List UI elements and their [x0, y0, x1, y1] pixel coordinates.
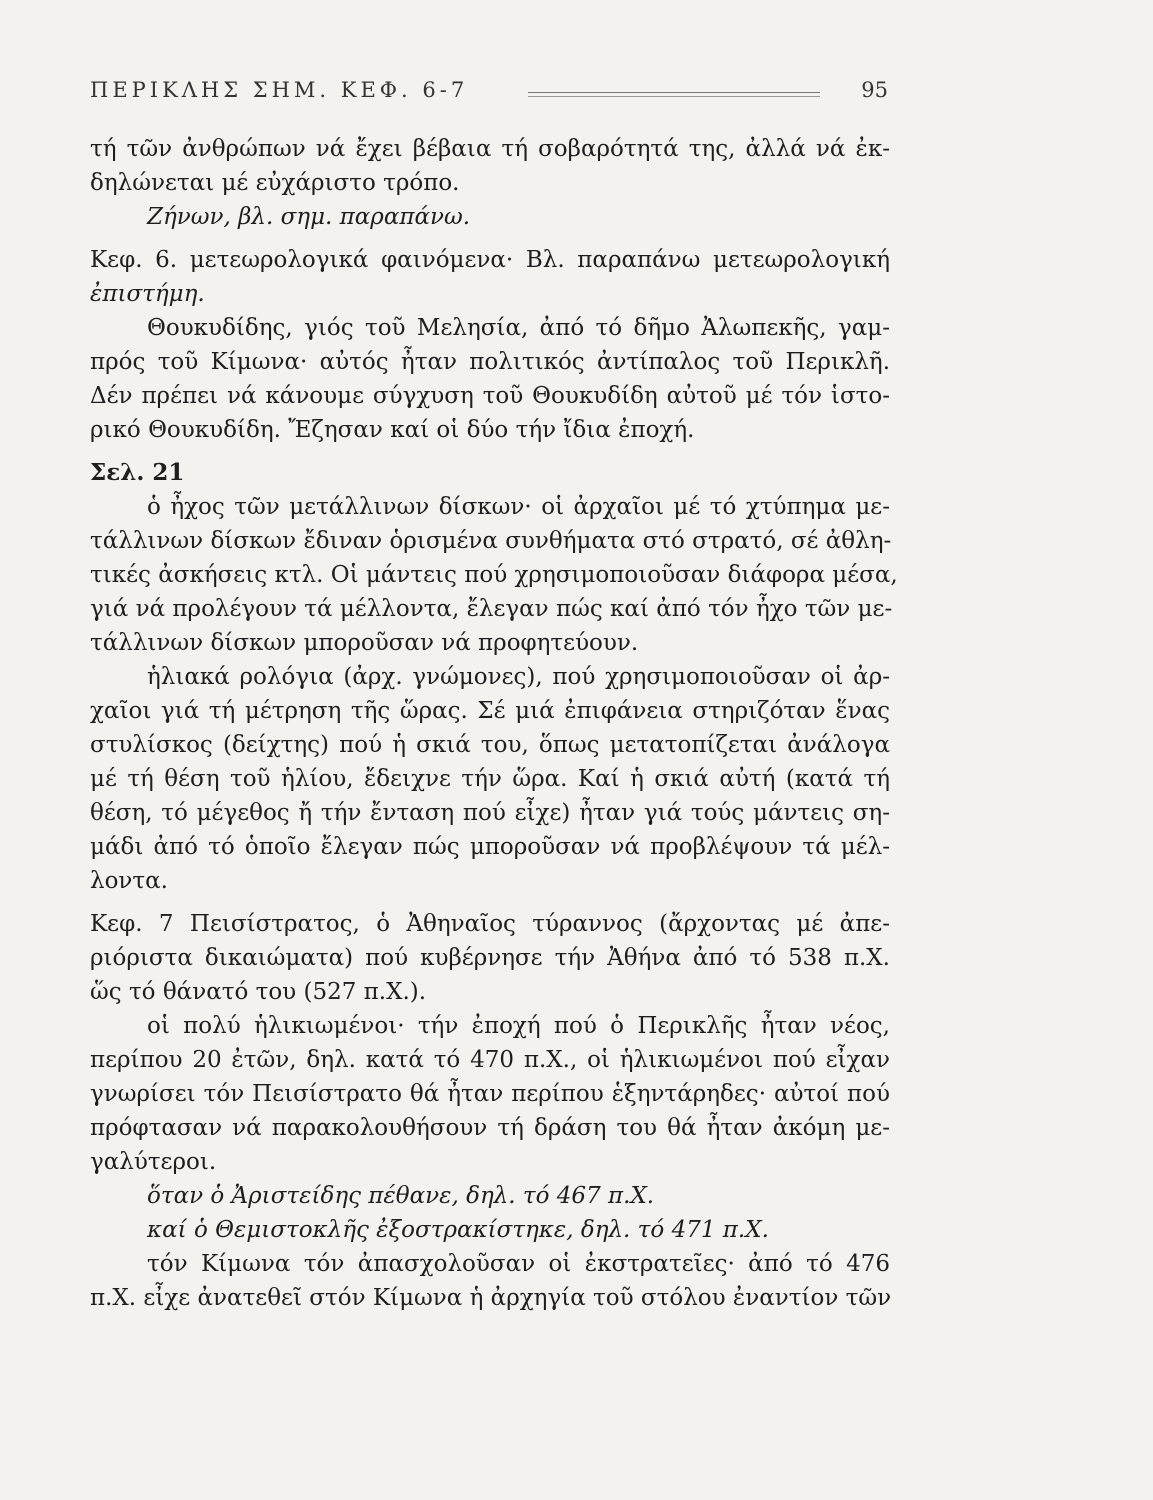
- text-line: γαλύτεροι.: [90, 1149, 217, 1175]
- text-line: ὅταν ὁ Ἀριστείδης πέθανε, δηλ. τό 467 π.Χ.: [147, 1183, 655, 1209]
- text-line: λοντα.: [90, 868, 168, 894]
- text-line: δηλώνεται μέ εὐχάριστο τρόπο.: [90, 170, 460, 196]
- text-line: θέση, τό μέγεθος ἤ τήν ἔνταση πού εἶχε) ἦταν γιά τούς μάντεις ση-: [90, 800, 890, 826]
- text-line: ριόριστα δικαιώματα) πού κυβέρνησε τήν Ἀθήνα ἀπό τό 538 π.Χ.: [90, 945, 890, 971]
- text-line: μέ τή θέση τοῦ ἡλίου, ἔδειχνε τήν ὥρα. Καί ἡ σκιά αὐτή (κατά τή: [90, 766, 890, 792]
- text-line: στυλίσκος (δείχτης) πού ἡ σκιά του, ὅπως μετατοπίζεται ἀνάλογα: [90, 732, 890, 758]
- header-rule: [528, 92, 820, 93]
- page-number: 95: [861, 78, 888, 102]
- text-line: οἱ πολύ ἡλικιωμένοι· τήν ἐποχή πού ὁ Περικλῆς ἦταν νέος,: [147, 1013, 890, 1039]
- body-text: [90, 132, 898, 1315]
- running-head: ΠΕΡΙΚΛΗΣ ΣΗΜ. ΚΕΦ. 6-7: [90, 78, 469, 102]
- text-line: Θουκυδίδης, γιός τοῦ Μελησία, ἀπό τό δῆμο Ἀλωπεκῆς, γαμ-: [147, 315, 890, 341]
- header-rule-secondary: [528, 96, 820, 97]
- text-line: γνωρίσει τόν Πεισίστρατο θά ἦταν περίπου ἑξηντάρηδες· αὐτοί πού: [90, 1081, 890, 1107]
- text-line: καί ὁ Θεμιστοκλῆς ἐξοστρακίστηκε, δηλ. τό 471 π.Χ.: [147, 1217, 769, 1243]
- text-line: περίπου 20 ἐτῶν, δηλ. κατά τό 470 π.Χ., οἱ ἡλικιωμένοι πού εἶχαν: [90, 1047, 890, 1073]
- text-line: ὥς τό θάνατό του (527 π.Χ.).: [90, 979, 427, 1005]
- section-heading: Σελ. 21: [90, 459, 185, 486]
- text-line: τή τῶν ἀνθρώπων νά ἔχει βέβαια τή σοβαρότητά της, ἀλλά νά ἐκ-: [90, 136, 890, 162]
- text-line: ἐπιστήμη.: [90, 281, 205, 307]
- text-line: γιά νά προλέγουν τά μέλλοντα, ἔλεγαν πώς καί ἀπό τόν ἦχο τῶν με-: [90, 596, 893, 622]
- chapter-heading-line: Κεφ. 7 Πεισίστρατος, ὁ Ἀθηναῖος τύραννος (ἄρχοντας μέ ἀπε-: [90, 911, 890, 937]
- text-line: μάδι ἀπό τό ὁποῖο ἔλεγαν πώς μποροῦσαν νά προβλέψουν τά μέλ-: [90, 834, 890, 860]
- text-line: τόν Κίμωνα τόν ἀπασχολοῦσαν οἱ ἐκστρατεῖες· ἀπό τό 476: [147, 1251, 890, 1277]
- text-line: πρόφτασαν νά παρακολουθήσουν τή δράση του θά ἦταν ἀκόμη με-: [90, 1115, 890, 1141]
- text-line: χαῖοι γιά τή μέτρηση τῆς ὥρας. Σέ μιά ἐπιφάνεια στηριζόταν ἕνας: [90, 698, 890, 724]
- text-line: Δέν πρέπει νά κάνουμε σύγχυση τοῦ Θουκυδίδη αὐτοῦ μέ τόν ἱστο-: [90, 383, 890, 409]
- text-line: τικές ἀσκήσεις κτλ. Οἱ μάντεις πού χρησιμοποιοῦσαν διάφορα μέσα,: [90, 562, 898, 588]
- page-header: [90, 78, 890, 110]
- text-line: πρός τοῦ Κίμωνα· αὐτός ἦταν πολιτικός ἀντίπαλος τοῦ Περικλῆ.: [90, 349, 890, 375]
- text-line: ρικό Θουκυδίδη. Ἔζησαν καί οἱ δύο τήν ἴδια ἐποχή.: [90, 417, 695, 443]
- text-line: ἡλιακά ρολόγια (ἀρχ. γνώμονες), πού χρησιμοποιοῦσαν οἱ ἀρ-: [147, 664, 890, 690]
- text-line: π.Χ. εἶχε ἀνατεθεῖ στόν Κίμωνα ἡ ἀρχηγία τοῦ στόλου ἐναντίον τῶν: [90, 1285, 892, 1311]
- chapter-heading-line: Κεφ. 6. μετεωρολογικά φαινόμενα· Βλ. παραπάνω μετεωρολογική: [90, 247, 890, 273]
- text-line: τάλλινων δίσκων μποροῦσαν νά προφητεύουν.: [90, 630, 639, 656]
- text-line: ὁ ἦχος τῶν μετάλλινων δίσκων· οἱ ἀρχαῖοι μέ τό χτύπημα με-: [147, 494, 890, 520]
- text-line: Ζήνων, βλ. σημ. παραπάνω.: [147, 204, 471, 230]
- text-line: τάλλινων δίσκων ἔδιναν ὁρισμένα συνθήματα στό στρατό, σέ ἀθλη-: [90, 528, 892, 554]
